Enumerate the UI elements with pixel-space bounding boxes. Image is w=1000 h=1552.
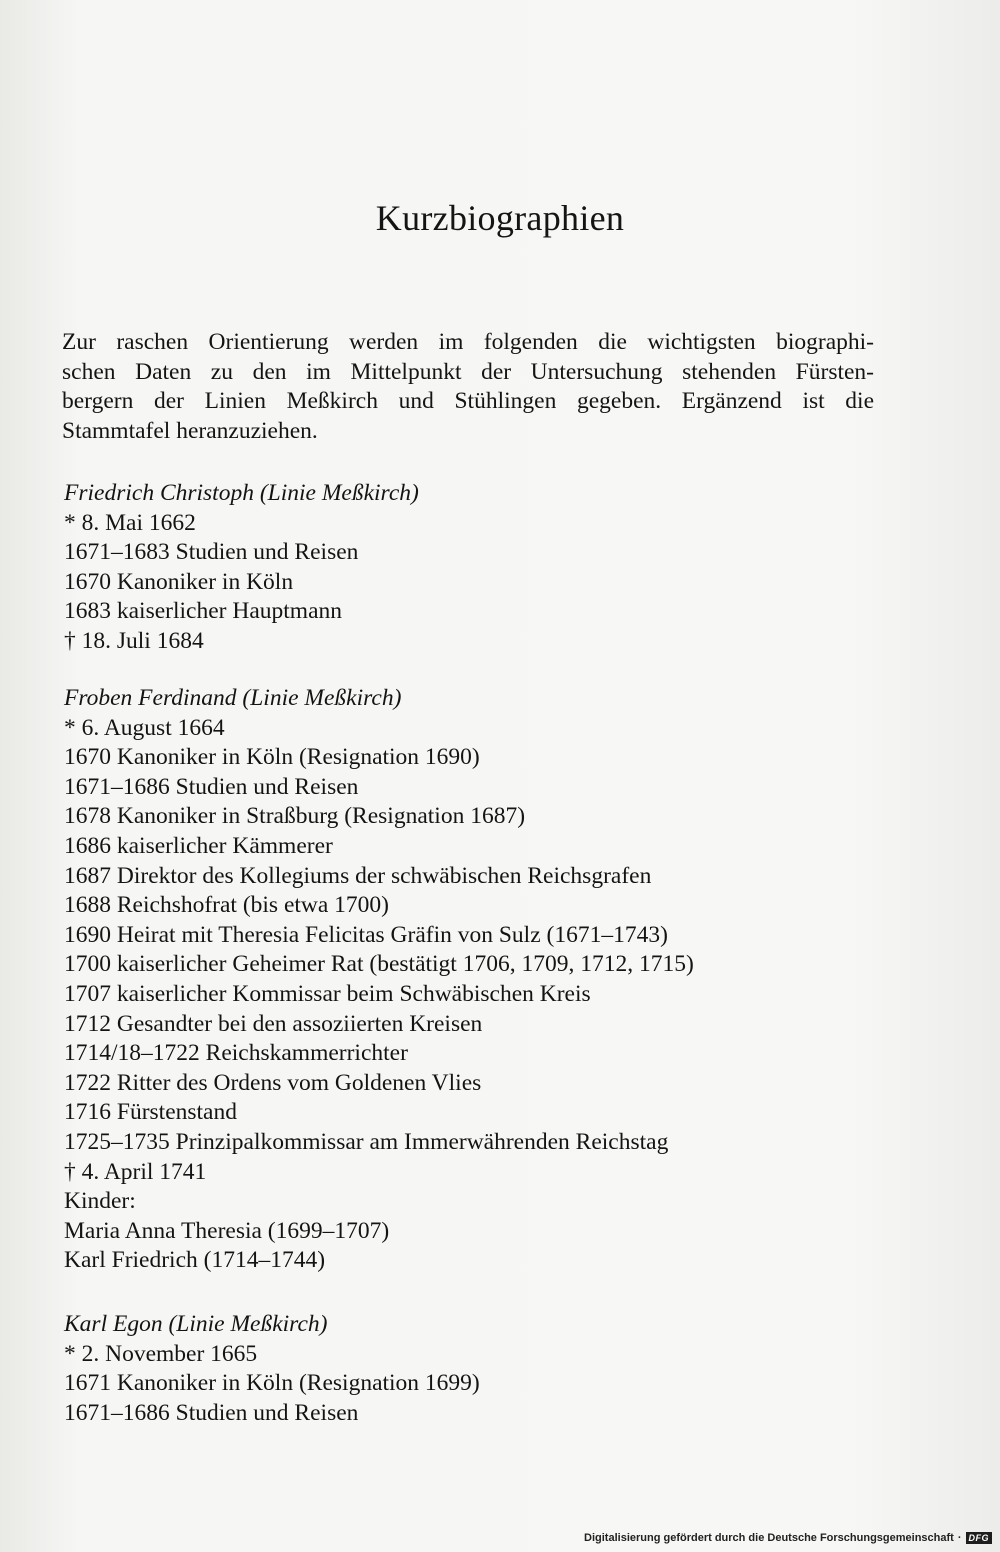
- biography-entry: Karl Friedrich (1714–1744): [64, 1247, 326, 1274]
- biography-entry: † 18. Juli 1684: [64, 627, 204, 654]
- biography-friedrich-christoph: [64, 479, 419, 657]
- page-title: Kurzbiographien: [375, 198, 625, 238]
- intro-line: bergern der Linien Meßkirch und Stühlingen gegeben. Ergänzend ist die: [62, 388, 874, 415]
- biography-entry: * 8. Mai 1662: [64, 509, 196, 536]
- biography-karl-egon: [64, 1310, 480, 1428]
- biography-entry: 1671–1683 Studien und Reisen: [64, 539, 359, 566]
- biography-entry: 1707 kaiserlicher Kommissar beim Schwäbischen Kreis: [64, 980, 591, 1007]
- biography-heading: Froben Ferdinand (Linie Meßkirch): [64, 685, 402, 711]
- biography-entry: 1686 kaiserlicher Kämmerer: [64, 832, 333, 859]
- biography-entry: 1722 Ritter des Ordens vom Goldenen Vlies: [64, 1069, 482, 1096]
- biography-entry: 1690 Heirat mit Theresia Felicitas Gräfin von Sulz (1671–1743): [64, 921, 668, 948]
- biography-heading: Friedrich Christoph (Linie Meßkirch): [64, 480, 419, 506]
- biography-froben-ferdinand: [64, 684, 694, 1276]
- biography-entry: Maria Anna Theresia (1699–1707): [64, 1217, 390, 1244]
- intro-paragraph: [62, 328, 874, 446]
- biography-entry: 1688 Reichshofrat (bis etwa 1700): [64, 892, 390, 919]
- biography-entry: † 4. April 1741: [64, 1158, 207, 1185]
- biography-entry: 1725–1735 Prinzipalkommissar am Immerwährenden Reichstag: [64, 1128, 669, 1155]
- biography-heading: Karl Egon (Linie Meßkirch): [64, 1311, 328, 1337]
- biography-entry: 1670 Kanoniker in Köln: [64, 568, 294, 595]
- intro-line: Zur raschen Orientierung werden im folgenden die wichtigsten biographi-: [62, 329, 874, 355]
- biography-entry: 1714/18–1722 Reichskammerrichter: [64, 1040, 408, 1067]
- biography-entry: 1687 Direktor des Kollegiums der schwäbischen Reichsgrafen: [64, 862, 652, 889]
- biography-entry: 1700 kaiserlicher Geheimer Rat (bestätigt 1706, 1709, 1712, 1715): [64, 951, 694, 978]
- biography-entry: * 2. November 1665: [64, 1340, 258, 1367]
- funding-footer: Digitalisierung gefördert durch die Deutsche Forschungsgemeinschaft · DFG: [584, 1532, 992, 1544]
- biography-entry: 1670 Kanoniker in Köln (Resignation 1690): [64, 744, 480, 771]
- biography-entry: 1678 Kanoniker in Straßburg (Resignation 1687): [64, 803, 526, 830]
- dfg-logo: DFG: [966, 1532, 993, 1544]
- biography-entry: 1671–1686 Studien und Reisen: [64, 773, 359, 800]
- biography-entry: Kinder:: [64, 1188, 136, 1215]
- funding-note: Digitalisierung gefördert durch die Deutsche Forschungsgemeinschaft: [584, 1532, 954, 1544]
- biography-entry: 1712 Gesandter bei den assoziierten Kreisen: [64, 1010, 483, 1037]
- biography-entry: 1671–1686 Studien und Reisen: [64, 1399, 359, 1426]
- biography-entry: 1671 Kanoniker in Köln (Resignation 1699): [64, 1370, 480, 1397]
- biography-entry: * 6. August 1664: [64, 714, 225, 741]
- biography-entry: 1683 kaiserlicher Hauptmann: [64, 598, 342, 625]
- intro-line: schen Daten zu den im Mittelpunkt der Untersuchung stehenden Fürsten-: [62, 358, 874, 385]
- intro-line: Stammtafel heranzuziehen.: [62, 417, 318, 444]
- biography-entry: 1716 Fürstenstand: [64, 1099, 237, 1126]
